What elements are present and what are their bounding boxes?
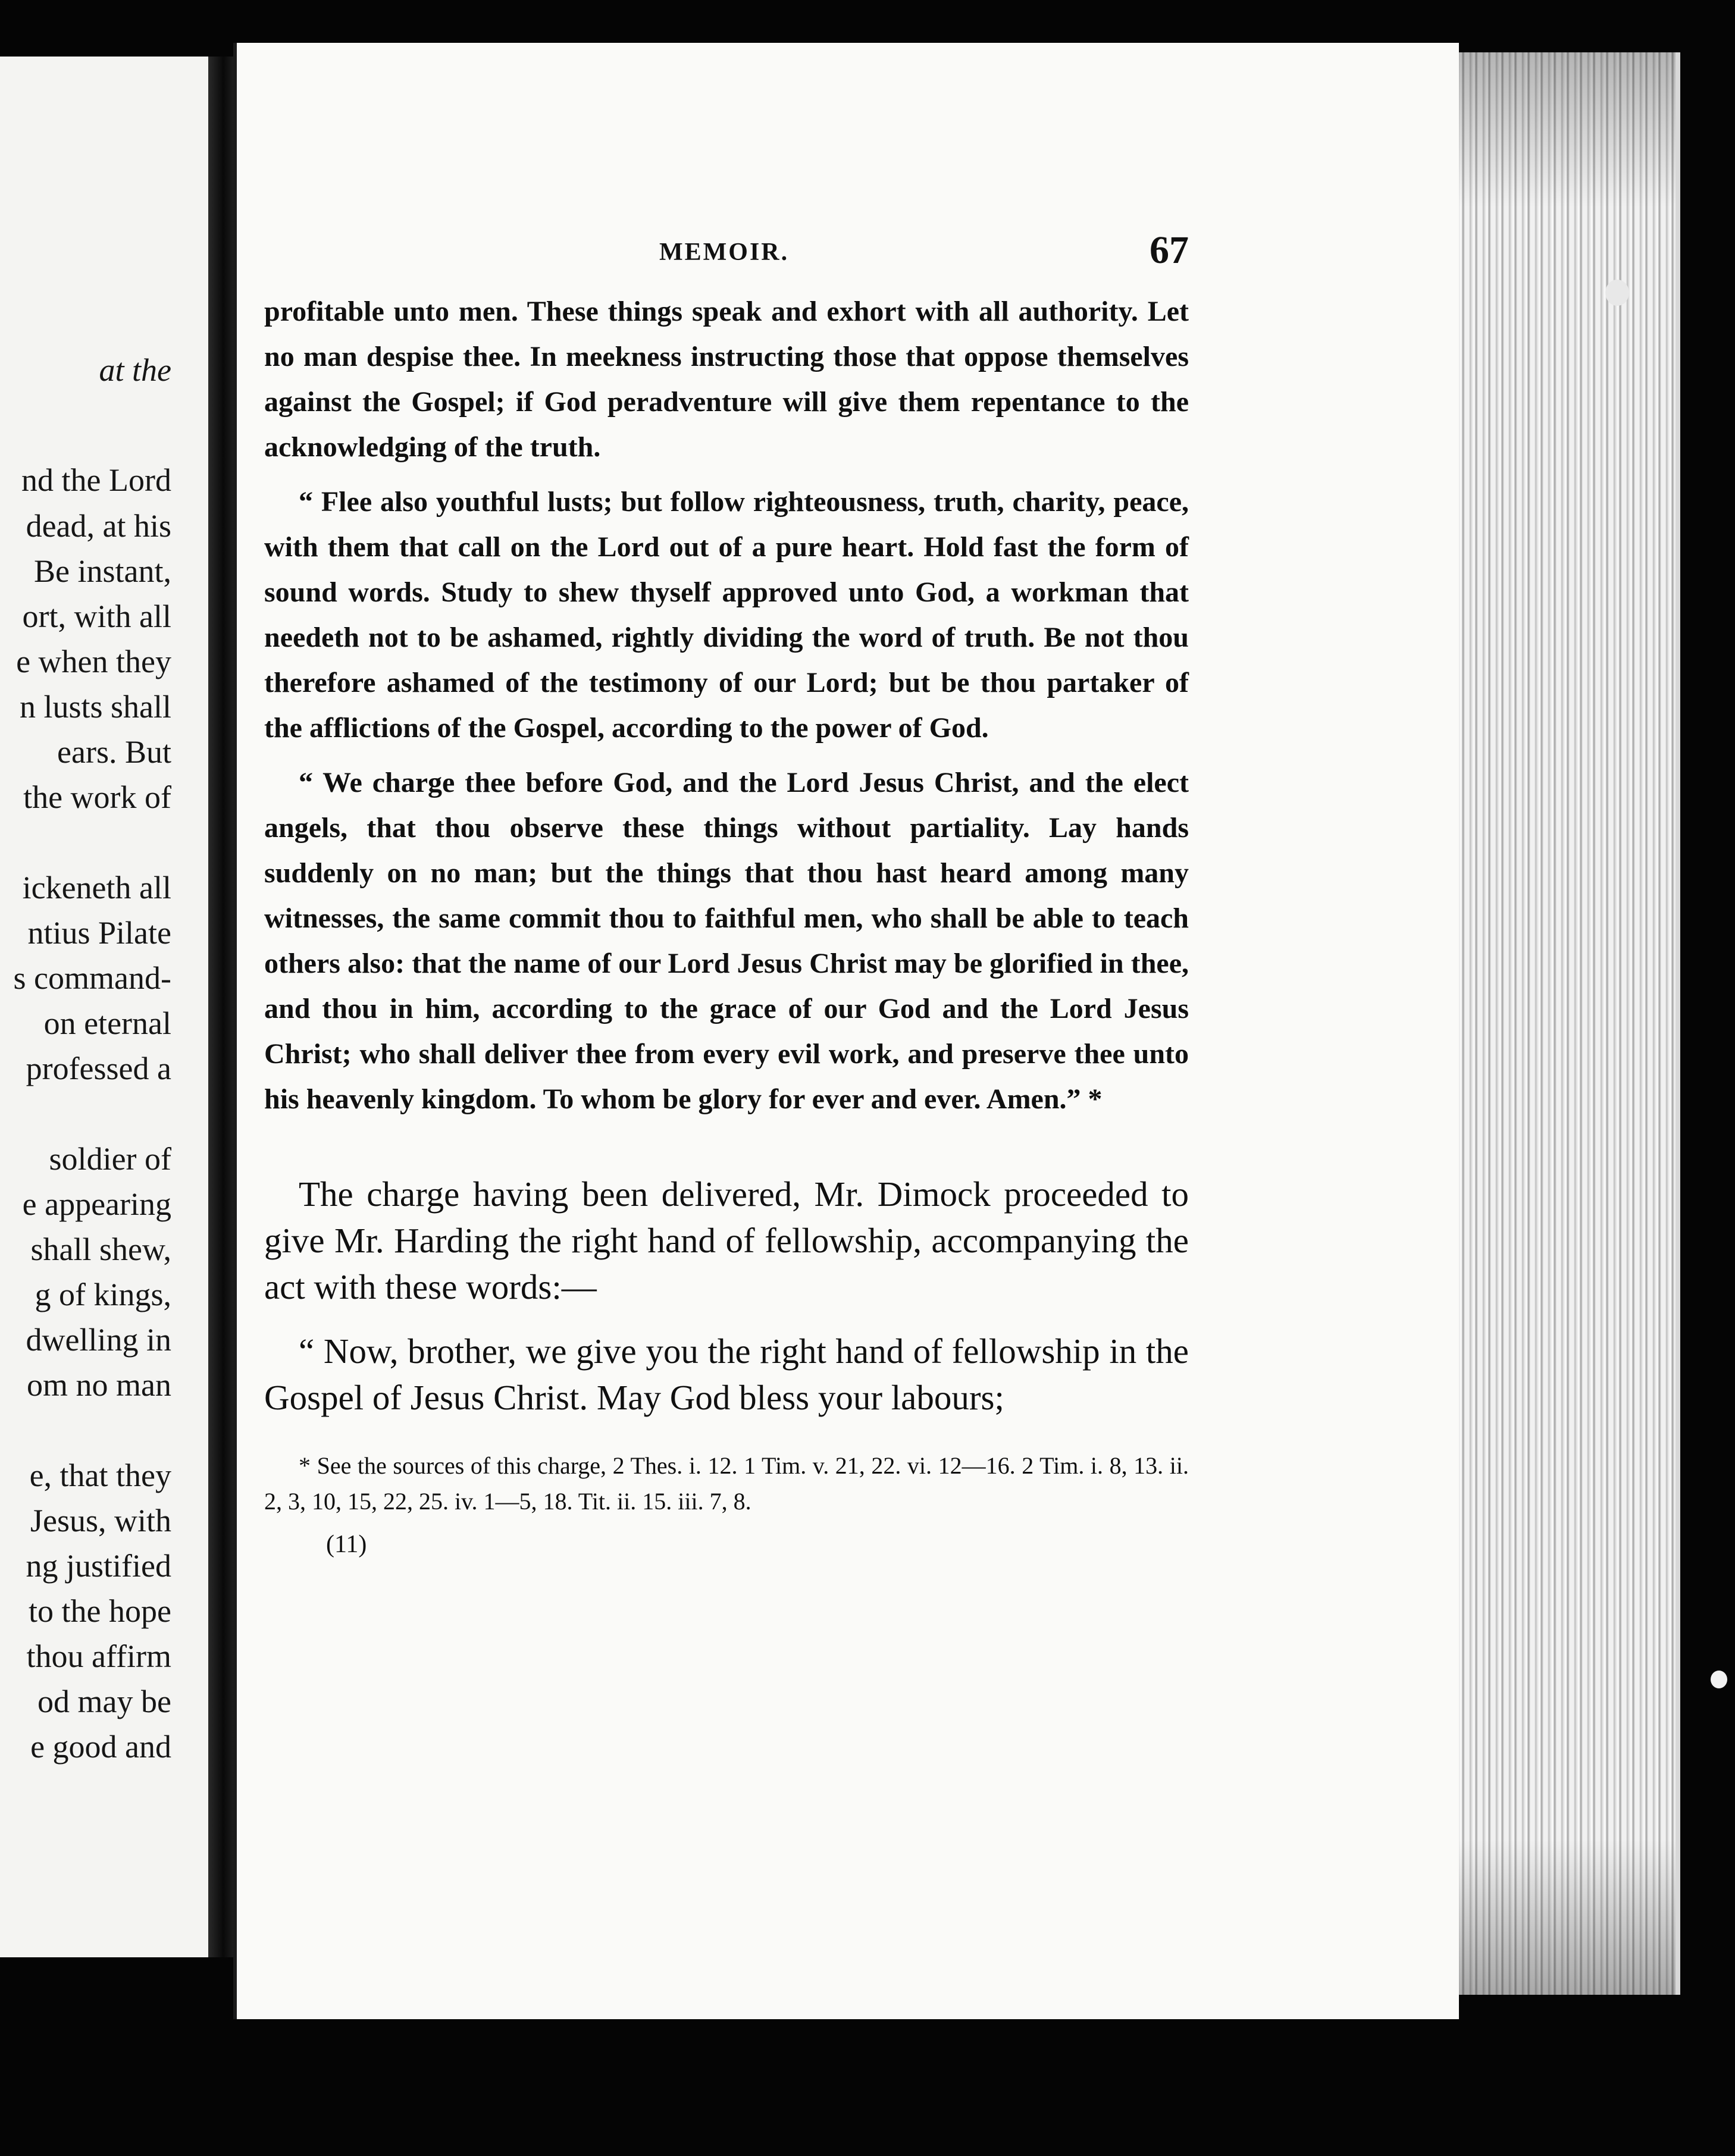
left-line: e good and xyxy=(30,1729,171,1765)
page-stack-shadow xyxy=(1452,52,1676,1995)
left-line: ntius Pilate xyxy=(27,915,171,951)
left-line: at the xyxy=(99,352,171,388)
left-line: on eternal xyxy=(43,1005,171,1041)
left-line: s command- xyxy=(13,960,171,996)
left-line: soldier of xyxy=(49,1141,171,1177)
left-line: to the hope xyxy=(29,1593,171,1629)
left-line: e, that they xyxy=(29,1458,171,1493)
paragraph: The charge having been delivered, Mr. Dimock proceeded to give Mr. Harding the right hand of fellowship, accompanying the act with these words:— xyxy=(264,1174,1189,1306)
left-line: od may be xyxy=(37,1684,171,1719)
left-line: g of kings, xyxy=(35,1277,171,1312)
left-line: nd the Lord xyxy=(21,462,171,498)
running-title: MEMOIR. xyxy=(659,239,790,266)
left-line: ng justified xyxy=(26,1548,171,1584)
left-line: n lusts shall xyxy=(19,689,171,725)
left-line: ort, with all xyxy=(22,598,171,634)
page-number: 67 xyxy=(1150,228,1189,272)
left-line: Jesus, with xyxy=(30,1503,171,1538)
left-line: e when they xyxy=(16,644,171,679)
paragraph: “ We charge thee before God, and the Lord Jesus Christ, and the elect angels, that thou observe these things without partiality. Lay hands suddenly on no man; but the things that thou hast heard among many witnesses, the same commit thou to faithful men, who shall be able to teach others also: that the name of our Lord Jesus Christ may be glorified in thee, and thou in him, according to the grace of our God and the Lord Jesus Christ; who shall deliver thee from every evil work, and preserve thee unto his heavenly kingdom. To whom be glory for ever and ever. Amen.” * xyxy=(264,767,1189,1115)
left-line: dwelling in xyxy=(26,1322,171,1358)
footnote: * See the sources of this charge, 2 Thes. i. 12. 1 Tim. v. 21, 22. vi. 12—16. 2 Tim. i. 8, 13. ii. 2, 3, 10, 15, 22, 25. iv. 1—5, 18. Tit. ii. 15. iii. 7, 8. xyxy=(264,1452,1189,1515)
signature-mark: (11) xyxy=(326,1531,367,1558)
dust-speck xyxy=(1711,1671,1727,1688)
page-body xyxy=(264,289,1189,1559)
left-line: ickeneth all xyxy=(22,870,171,905)
paragraph: “ Flee also youthful lusts; but follow righteousness, truth, charity, peace, with them that call on the Lord out of a pure heart. Hold fast the form of sound words. Study to shew thyself approved unto God, a workman that needeth not to be ashamed, rightly dividing the word of truth. Be not thou therefore ashamed of the testimony of our Lord; but be thou partaker of the afflictions of the Gospel, according to the power of God. xyxy=(264,486,1189,744)
left-line: professed a xyxy=(26,1051,171,1086)
left-line: dead, at his xyxy=(26,508,171,544)
left-line: om no man xyxy=(27,1367,171,1403)
left-page xyxy=(0,57,208,1957)
left-line: the work of xyxy=(23,779,171,815)
paragraph: profitable unto men. These things speak and exhort with all authority. Let no man despise thee. In meekness instructing those that oppose themselves against the Gospel; if God peradventure will give them repentance to the acknowledging of the truth. xyxy=(264,296,1189,463)
left-line: shall shew, xyxy=(30,1231,171,1267)
paragraph: “ Now, brother, we give you the right hand of fellowship in the Gospel of Jesus Christ. May God bless your labours; xyxy=(264,1331,1189,1417)
left-line: e appearing xyxy=(22,1186,171,1222)
left-line: thou affirm xyxy=(26,1638,171,1674)
left-line: ears. But xyxy=(57,734,171,770)
left-line: Be instant, xyxy=(34,553,171,589)
book-gutter xyxy=(208,57,233,1957)
dust-speck xyxy=(1605,280,1629,306)
